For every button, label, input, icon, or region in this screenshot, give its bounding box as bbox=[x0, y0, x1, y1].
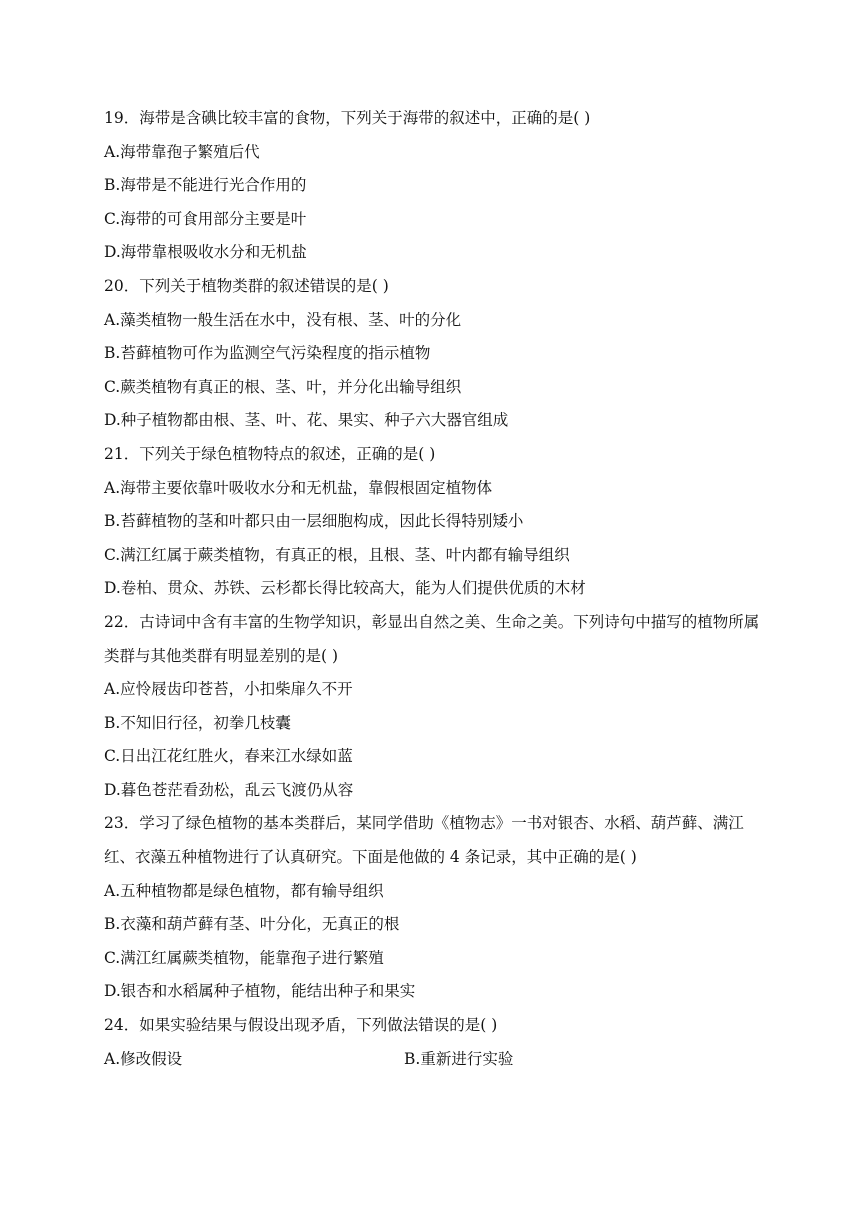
question-23 bbox=[104, 807, 764, 1009]
question-stem: 19．海带是含碘比较丰富的食物，下列关于海带的叙述中，正确的是( ) bbox=[104, 109, 591, 127]
option-c: C.海带的可食用部分主要是叶 bbox=[104, 209, 307, 228]
question-stem: 21．下列关于绿色植物特点的叙述，正确的是( ) bbox=[104, 444, 436, 463]
option-a: A.藻类植物一般生活在水中，没有根、茎、叶的分化 bbox=[104, 310, 462, 329]
option-b: B.衣藻和葫芦藓有茎、叶分化，无真正的根 bbox=[104, 915, 400, 934]
option-a: A.应怜屐齿印苍苔，小扣柴扉久不开 bbox=[104, 680, 353, 699]
question-19 bbox=[104, 102, 764, 270]
option-d: D.银杏和水稻属种子植物，能结出种子和果实 bbox=[104, 982, 416, 1001]
option-a: A.海带主要依靠叶吸收水分和无机盐，靠假根固定植物体 bbox=[104, 478, 493, 497]
option-row bbox=[104, 1043, 764, 1077]
question-20 bbox=[104, 270, 764, 438]
question-stem: 20．下列关于植物类群的叙述错误的是( ) bbox=[104, 276, 389, 295]
option-d: D.暮色苍茫看劲松，乱云飞渡仍从容 bbox=[104, 780, 354, 799]
option-b: B.苔藓植物的茎和叶都只由一层细胞构成，因此长得特别矮小 bbox=[104, 512, 524, 531]
option-a: A.五种植物都是绿色植物，都有输导组织 bbox=[104, 881, 384, 900]
option-d: D.种子植物都由根、茎、叶、花、果实、种子六大器官组成 bbox=[104, 411, 509, 430]
option-b: B.海带是不能进行光合作用的 bbox=[104, 176, 307, 195]
option-c: C.日出江花红胜火，春来江水绿如蓝 bbox=[104, 747, 353, 766]
option-d: D.卷柏、贯众、苏铁、云杉都长得比较高大，能为人们提供优质的木材 bbox=[104, 579, 586, 598]
option-c: C.蕨类植物有真正的根、茎、叶，并分化出输导组织 bbox=[104, 377, 462, 396]
question-24 bbox=[104, 1009, 764, 1076]
option-b: B.苔藓植物可作为监测空气污染程度的指示植物 bbox=[104, 344, 431, 363]
option-a: A.海带靠孢子繁殖后代 bbox=[104, 142, 260, 161]
question-21 bbox=[104, 438, 764, 606]
option-b: B.重新进行实验 bbox=[404, 1049, 514, 1068]
question-stem: 22．古诗词中含有丰富的生物学知识，彰显出自然之美、生命之美。下列诗句中描写的植物所属类群与其他类群有明显差别的是( ) bbox=[104, 612, 760, 665]
option-b: B.不知旧行径，初拳几枝囊 bbox=[104, 713, 291, 732]
option-d: D.海带靠根吸收水分和无机盐 bbox=[104, 243, 307, 262]
option-a: A.修改假设 bbox=[104, 1049, 183, 1068]
option-c: C.满江红属蕨类植物，能靠孢子进行繁殖 bbox=[104, 948, 384, 967]
question-22 bbox=[104, 606, 764, 808]
question-stem: 24．如果实验结果与假设出现矛盾，下列做法错误的是( ) bbox=[104, 1016, 498, 1035]
option-c: C.满江红属于蕨类植物，有真正的根，且根、茎、叶内都有输导组织 bbox=[104, 545, 570, 564]
question-stem: 23．学习了绿色植物的基本类群后，某同学借助《植物志》一书对银杏、水稻、葫芦藓、满江红、衣藻五种植物进行了认真研究。下面是他做的 4 条记录，其中正确的是( ) bbox=[104, 814, 744, 867]
question-list bbox=[104, 102, 764, 1076]
